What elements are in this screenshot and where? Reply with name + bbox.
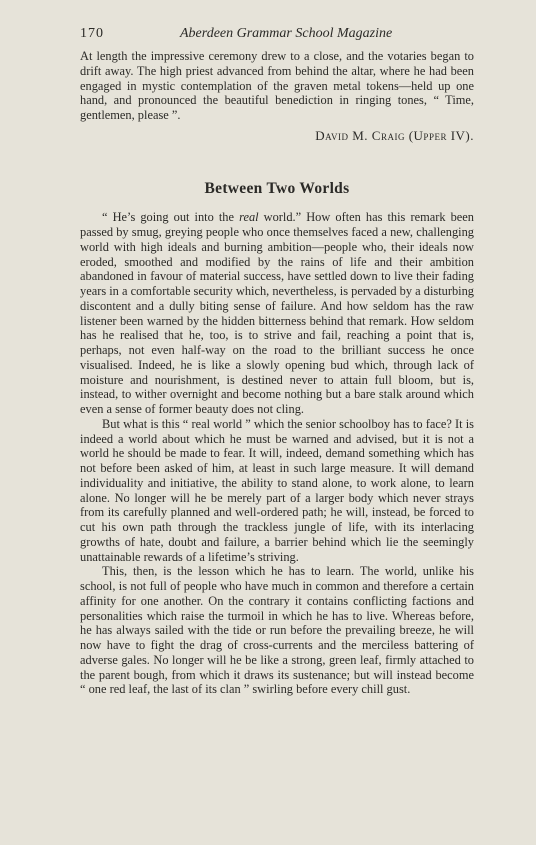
author-signature: David M. Craig (Upper IV). xyxy=(315,127,474,143)
paragraph-1-opening: “ He’s going out into the xyxy=(102,210,240,225)
page-number: 170 xyxy=(80,26,104,41)
running-head xyxy=(80,26,480,44)
article-paragraph-3: This, then, is the lesson which he has to learn. The world, unlike his school, is not full of people who have much in common and therefore a certain affinity for one another. On the contrary it contains conflicting factions and personalities which raise the turmoil in which he has to live. Whereas before, he has always sailed with the tide or run before the prevailing breeze, he will now have to fight the drag of cross-currents and the merciless battering of adverse gales. No longer will he be like a strong, green leaf, firmly attached to the parent bough, from which it draws its sustenance; but will instead become “ one red leaf, the last of its clan ” swirling before every chill gust. xyxy=(80,564,474,697)
page-content xyxy=(80,49,474,697)
previous-article-closing-paragraph: At length the impressive ceremony drew to a close, and the votaries began to drift away. The high priest advanced from behind the altar, where he had been engaged in mystic contemplation of the graven metal tokens—held up one hand, and pronounced the beautiful benediction in ringing tones, “ Time, gentlemen, please ”. xyxy=(80,49,474,122)
italic-word: real xyxy=(239,210,259,225)
article-paragraph-2: But what is this “ real world ” which the senior schoolboy has to face? It is indeed a world about which he must be warned and advised, but it is not a world he should be made to fear. It will, indeed, demand something which has not before been asked of him, at least in such large measure. It will demand individuality and initiative, the ability to stand alone, to work alone, to learn alone. No longer will he be merely part of a larger body which never strays from its carefully planned and well-ordered path; he will, instead, be forced to cut his own path through the trackless jungle of life, with its interlacing growths of hate, doubt and failure, a barrier behind which lie the seemingly unattainable rewards of a lifetime’s striving. xyxy=(80,416,474,564)
article-paragraph-1 xyxy=(80,210,474,417)
journal-title: Aberdeen Grammar School Magazine xyxy=(180,26,393,41)
paragraph-1-body: world.” How often has this remark been passed by smug, greying people who once themselves faced a new, challenging world with high ideals and burning ambition—people who, their ideals now eroded, smoothed and modified by the rains of life and their ambition abandoned in favour of material success, have settled down to live their fading years in a comfortable security which, nevertheless, is pervaded by a disturbing discontent and a dully biting sense of failure. And how seldom has the raw listener been warned by the hidden bitterness behind that remark. How seldom has he realised that he, too, is to strive and fail, reaching a point that is, perhaps, not even half-way on the road to the brilliant success he once visualised. Indeed, he is like a slowly opening bud which, through lack of moisture and nourishment, is destined never to attain full bloom, but is, instead, to wither overnight and become nothing but a bare stalk around which even a sense of former beauty does not cling. xyxy=(80,210,474,416)
article-title: Between Two Worlds xyxy=(204,179,350,197)
